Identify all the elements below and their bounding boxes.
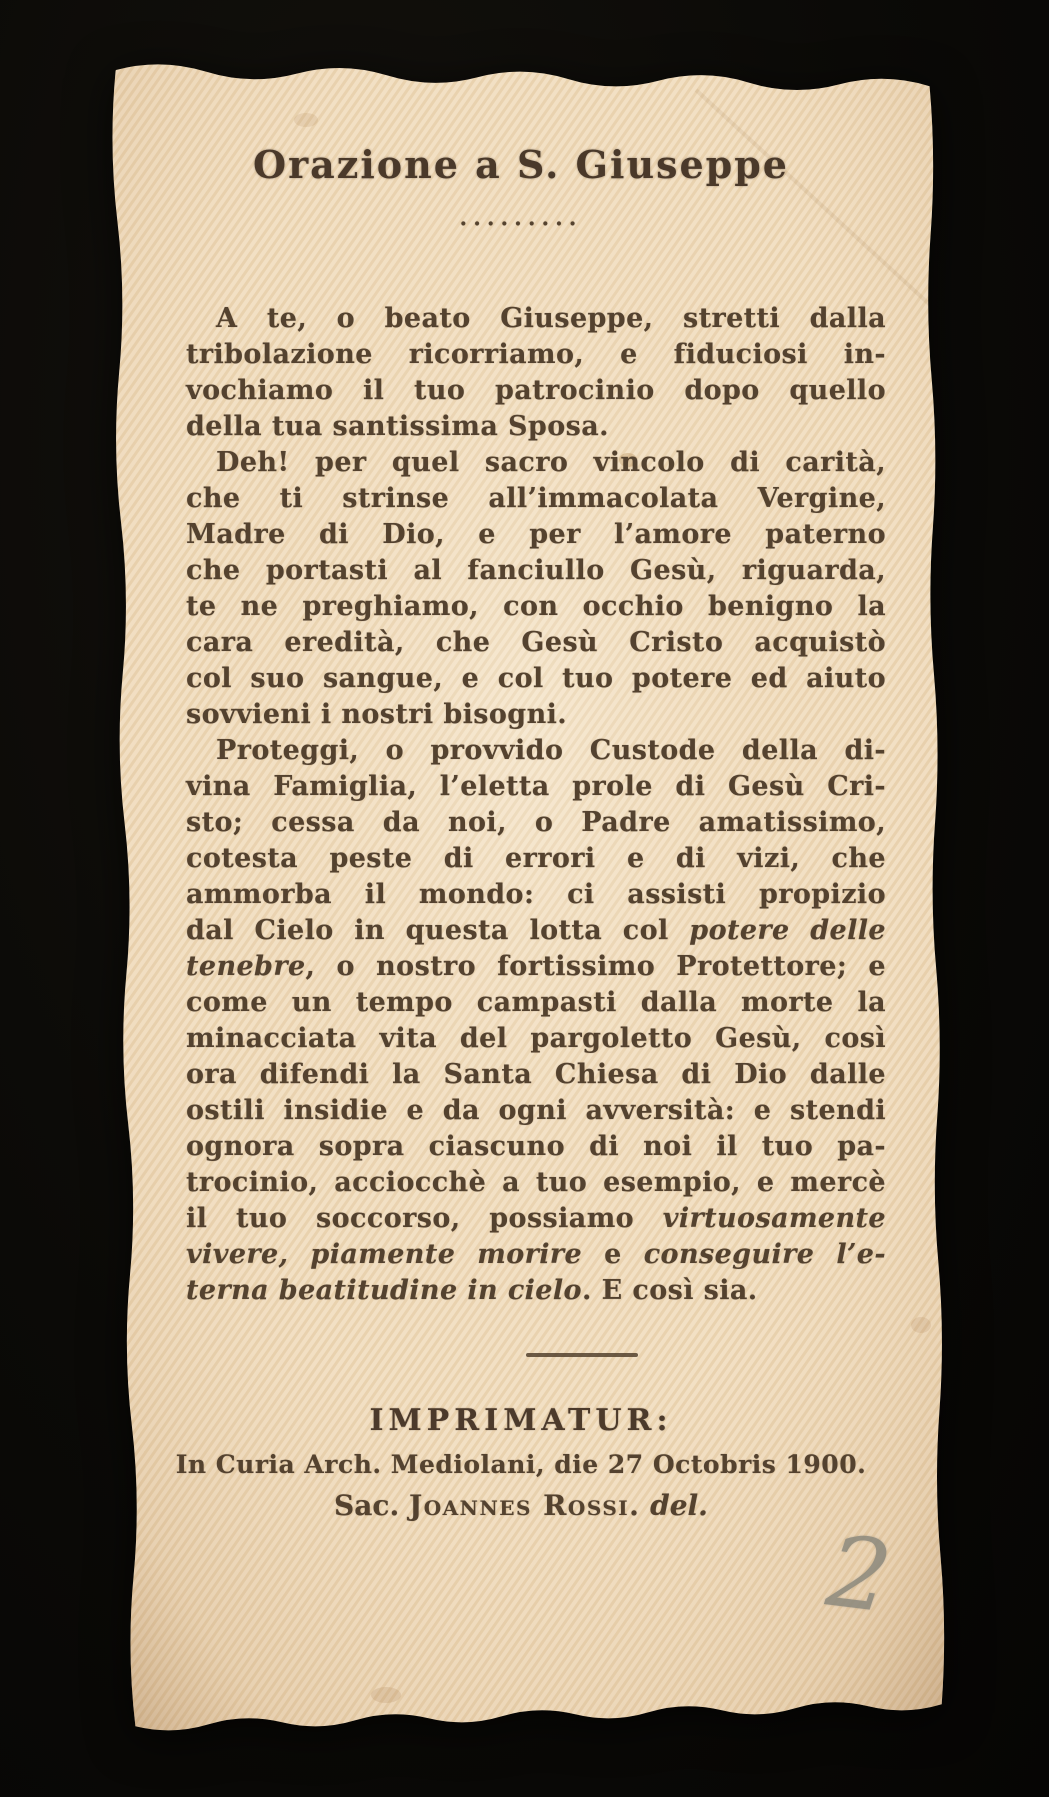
- prayer-line: ognora sopra ciascuno di noi il tuo pa-: [186, 1131, 886, 1162]
- prayer-line: ammorba il mondo: ci assisti propizio: [186, 879, 886, 910]
- prayer-line: che portasti al fanciullo Gesù, riguarda,: [186, 555, 886, 586]
- signature-prefix: Sac.: [334, 1489, 409, 1522]
- prayer-line: della tua santissima Sposa.: [186, 411, 609, 442]
- signature-name: Joannes Rossi.: [408, 1489, 641, 1522]
- prayer-line: A te, o beato Giuseppe, stretti dalla: [216, 303, 886, 334]
- printed-text-layer: [56, 40, 986, 1754]
- prayer-line: trocinio, acciocchè a tuo esempio, e mercè: [186, 1167, 886, 1198]
- prayer-line: ostili insidie e da ogni avversità: e stendi: [186, 1095, 886, 1126]
- prayer-line: Madre di Dio, e per l’amore paterno: [186, 519, 886, 550]
- prayer-line: Proteggi, o provvido Custode della di-: [216, 735, 886, 766]
- holy-card: [56, 40, 986, 1754]
- prayer-line: sovvieni i nostri bisogni.: [186, 699, 568, 730]
- prayer-title: Orazione a S. Giuseppe: [253, 142, 789, 187]
- prayer-line: dal Cielo in questa lotta col potere delle: [186, 915, 887, 946]
- prayer-line: ora difendi la Santa Chiesa di Dio dalle: [186, 1059, 886, 1090]
- prayer-line: come un tempo campasti dalla morte la: [186, 987, 886, 1018]
- prayer-line: col suo sangue, e col tuo potere ed aiuto: [186, 663, 886, 694]
- prayer-line: sto; cessa da noi, o Padre amatissimo,: [186, 807, 886, 838]
- prayer-line: minacciata vita del pargoletto Gesù, così: [186, 1023, 886, 1054]
- handwritten-pencil-mark: 2: [821, 1514, 898, 1636]
- prayer-line: il tuo soccorso, possiamo virtuosamente: [186, 1203, 886, 1234]
- signature-suffix: del.: [640, 1489, 708, 1522]
- prayer-line: vivere, piamente morire e conseguire l’e-: [186, 1239, 886, 1270]
- prayer-line: cotesta peste di errori e di vizi, che: [186, 843, 886, 874]
- prayer-line: tenebre, o nostro fortissimo Protettore; e: [186, 951, 886, 982]
- imprimatur-curia-line: In Curia Arch. Mediolani, die 27 Octobris 1900.: [175, 1450, 867, 1479]
- prayer-line: vochiamo il tuo patrocinio dopo quello: [186, 375, 886, 406]
- prayer-line: te ne preghiamo, con occhio benigno la: [186, 591, 886, 622]
- prayer-line: tribolazione ricorriamo, e fiduciosi in-: [186, 339, 886, 370]
- ornament-dots: ·········: [459, 211, 583, 237]
- prayer-line: vina Famiglia, l’eletta prole di Gesù Cri-: [186, 771, 886, 802]
- divider-rule: [526, 1353, 638, 1357]
- prayer-line: che ti strinse all’immacolata Vergine,: [186, 483, 886, 514]
- prayer-line: Deh! per quel sacro vincolo di carità,: [216, 447, 886, 478]
- prayer-text: [186, 301, 886, 1309]
- prayer-line: terna beatitudine in cielo. E così sia.: [186, 1275, 758, 1306]
- imprimatur-heading: IMPRIMATUR:: [369, 1403, 673, 1438]
- prayer-line: cara eredità, che Gesù Cristo acquistò: [186, 627, 886, 658]
